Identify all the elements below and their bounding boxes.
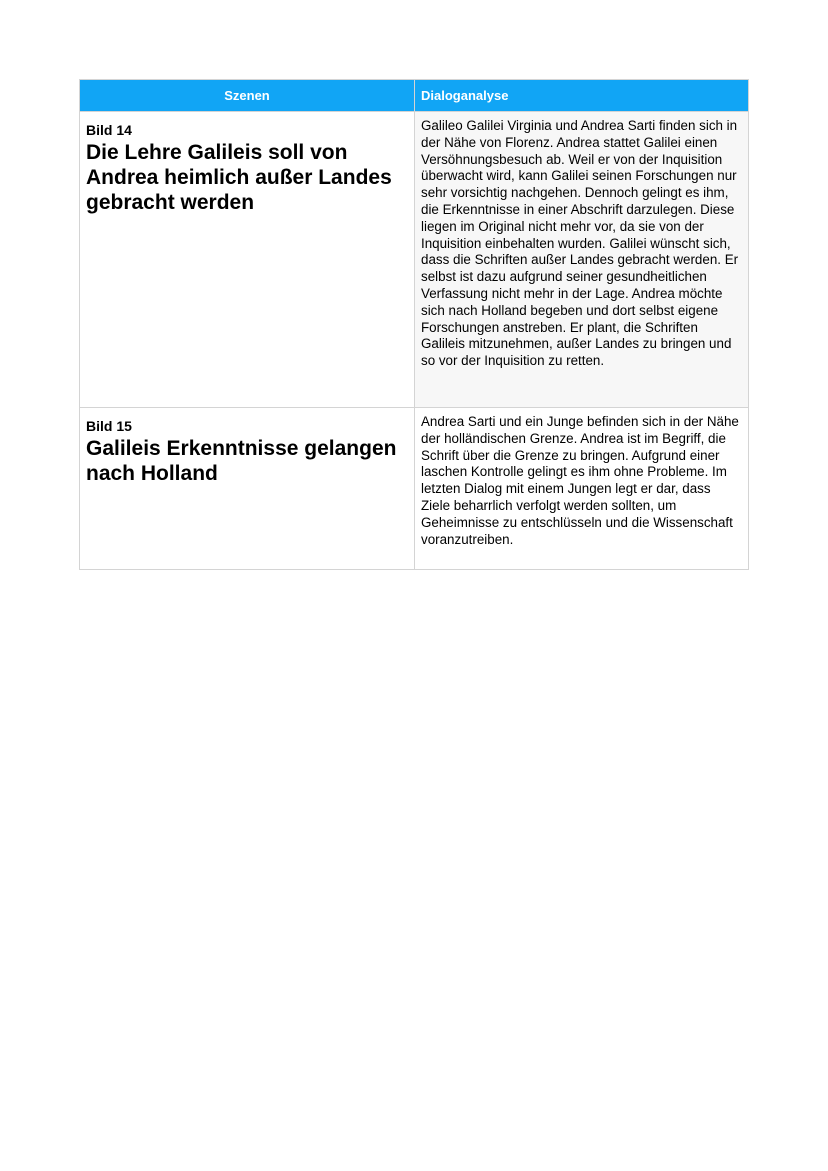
scene-label: Bild 14 [86,122,132,138]
analysis-text: Galileo Galilei Virginia und Andrea Sarti finden sich in der Nähe von Florenz. Andrea stattet Galilei einen Versöhnungsbesuch ab. Weil er von der Inquisition überwacht wird, kann Galilei seinen Forschungen nur sehr vorsichtig nachgehen. Dennoch gelingt es ihm, die Erkenntnisse in einer Abschrift darzulegen. Diese liegen im Original nicht mehr vor, da sie von der Inquisition einbehalten wurden. Galilei wünscht sich, dass die Schriften außer Landes gebracht werden. Er selbst ist dazu aufgrund seiner gesundheitlichen Verfassung nicht mehr in der Lage. Andrea möchte sich nach Holland begeben und dort selbst eigene Forschungen anstreben. Er plant, die Schriften Galileis mitzunehmen, außer Landes zu bringen und so vor der Inquisition zu retten. [421,118,739,369]
scene-cell [80,112,415,408]
scene-cell [80,408,415,570]
scene-title: Galileis Erkenntnisse gelangen nach Holland [86,437,397,485]
scene-analysis-table [79,79,749,570]
analysis-cell [415,112,749,408]
table-header-row [80,80,749,112]
analysis-cell [415,408,749,570]
scene-title: Die Lehre Galileis soll von Andrea heimlich außer Landes gebracht werden [86,141,392,214]
table-row [80,408,749,570]
header-scenes: Szenen [80,80,415,112]
table-row [80,112,749,408]
scene-label: Bild 15 [86,418,132,434]
analysis-text: Andrea Sarti und ein Junge befinden sich in der Nähe der holländischen Grenze. Andrea ist im Begriff, die Schrift über die Grenze zu bringen. Aufgrund einer laschen Kontrolle gelingt es ihm ohne Probleme. Im letzten Dialog mit einem Jungen legt er dar, dass Ziele beharrlich verfolgt werden sollten, um Geheimnisse zu entschlüsseln und die Wissenschaft voranzutreiben. [421,414,739,547]
header-dialog-analysis: Dialoganalyse [415,80,749,112]
